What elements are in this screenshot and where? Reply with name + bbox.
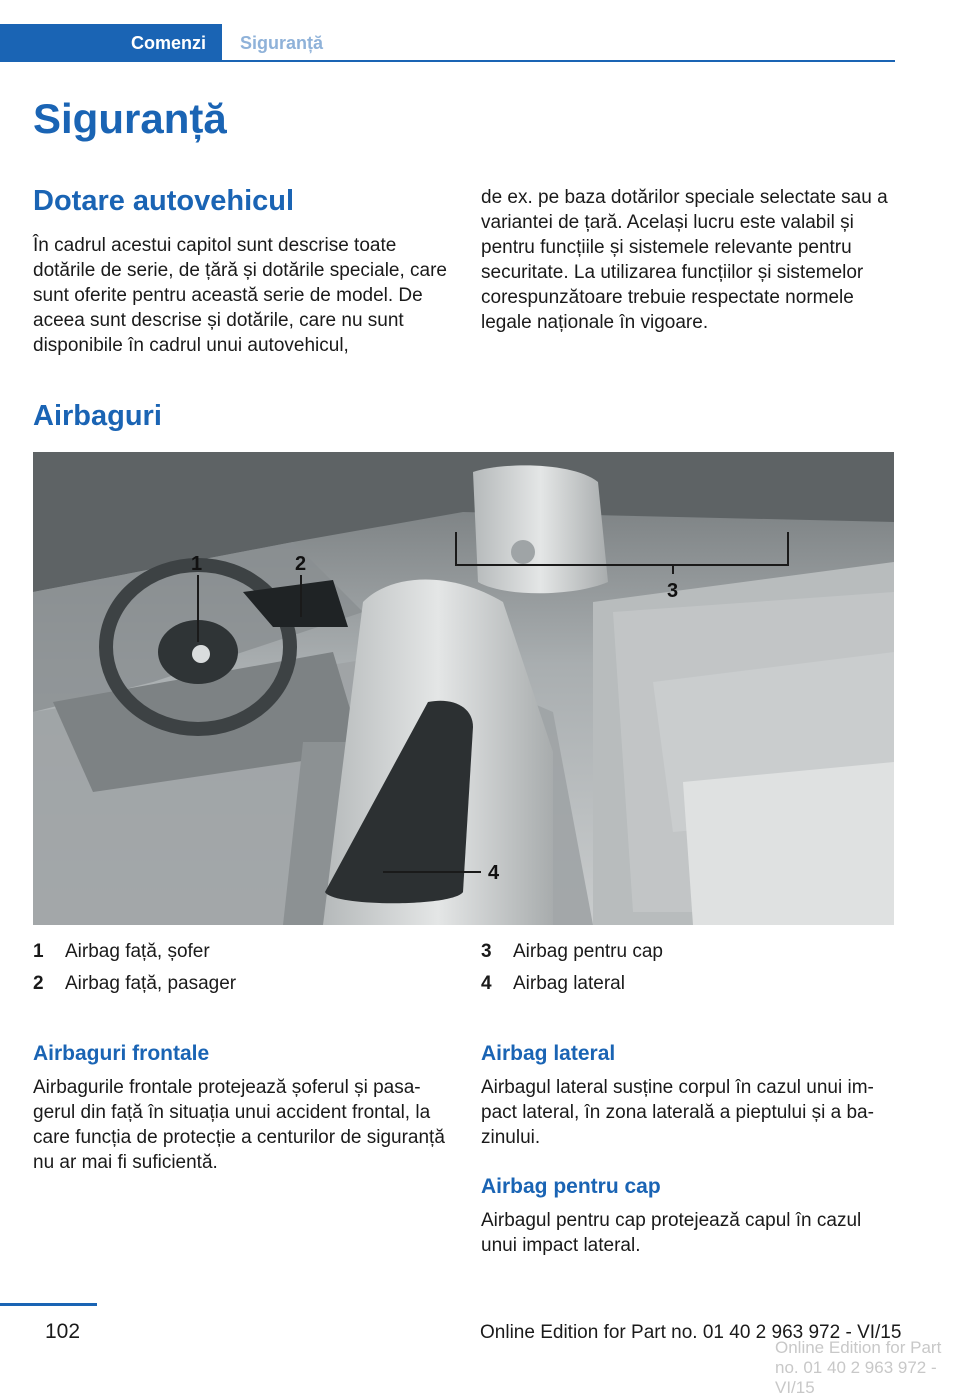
- legend-number: 3: [481, 941, 492, 962]
- legend-label: Airbag față, pasager: [65, 973, 237, 994]
- heading-airbaguri-frontale: Airbaguri frontale: [33, 1042, 210, 1065]
- cap-text: Airbagul pentru cap protejează capul în cazul unui impact lateral.: [481, 1210, 862, 1256]
- frontale-text: Airbagurile frontale protejează șoferul și pasagerul din față în situația unui accident frontal, la care funcția de protecție a centurilor de siguranță nu ar mai fi suficientă.: [33, 1077, 445, 1173]
- legend-label: Airbag lateral: [513, 973, 625, 994]
- section-heading-airbaguri: Airbaguri: [33, 400, 162, 432]
- dotare-text-right: de ex. pe baza dotărilor speciale selectate sau a variantei de țară. Același lucru este valabil și pentru funcțiile și sistemele relevante pentru securitate. La utilizarea funcțiilor și sistemelor corespunzătoare trebuie respectate normele legale naționale în vigoare.: [481, 187, 888, 333]
- legend-label: Airbag față, șofer: [65, 941, 210, 962]
- figure-label-2: 2: [295, 553, 307, 575]
- legend-number: 4: [481, 973, 492, 994]
- page-number: 102: [45, 1320, 81, 1343]
- legend-item: [481, 941, 663, 963]
- watermark: Online Edition for Part no. 01 40 2 963 972 - VI/15: [775, 1338, 942, 1397]
- figure-label-1: 1: [191, 553, 203, 575]
- dotare-text-left: În cadrul acestui capitol sunt descrise toate dotările de serie, de țără și dotările speciale, care sunt oferite pentru această serie de model. De aceea sunt descrise și dotările, care nu sunt disponibile în cadrul unui autovehicul,: [33, 235, 448, 356]
- tab-underline: [222, 60, 895, 62]
- legend-item: [481, 973, 625, 995]
- legend-item: [33, 973, 236, 995]
- page-title: Siguranță: [33, 95, 227, 142]
- section-heading-dotare: Dotare autovehicul: [33, 185, 295, 217]
- footer-rule: [0, 1303, 97, 1306]
- tab-siguranta[interactable]: Siguranță: [240, 32, 324, 53]
- figure-label-4: 4: [488, 862, 500, 884]
- legend-number: 1: [33, 941, 44, 962]
- heading-airbag-pentru-cap: Airbag pentru cap: [481, 1175, 661, 1198]
- legend-number: 2: [33, 973, 44, 994]
- figure-label-3: 3: [667, 580, 679, 602]
- footer-edition: Online Edition for Part no. 01 40 2 963 972 - VI/15: [480, 1322, 902, 1343]
- legend-label: Airbag pentru cap: [513, 941, 663, 962]
- airbag-illustration: [33, 452, 894, 925]
- lateral-text: Airbagul lateral susține corpul în cazul unui impact lateral, în zona laterală a pieptului și a bazinului.: [481, 1077, 874, 1148]
- tab-comenzi[interactable]: Comenzi: [0, 24, 222, 62]
- chapter-tabs: [0, 24, 895, 62]
- legend-item: [33, 941, 210, 963]
- heading-airbag-lateral: Airbag lateral: [481, 1042, 616, 1065]
